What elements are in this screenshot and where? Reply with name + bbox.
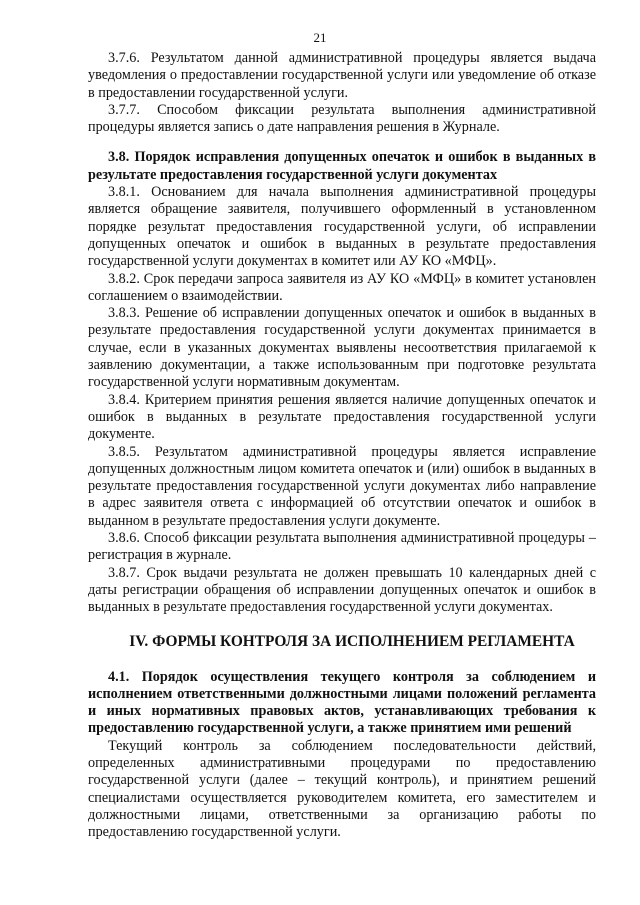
spacer: [88, 617, 596, 633]
paragraph-3-8-2: 3.8.2. Срок передачи запроса заявителя из АУ КО «МФЦ» в комитет установлен соглашением о взаимодействии.: [88, 270, 596, 304]
paragraph-3-8-6: 3.8.6. Способ фиксации результата выполнения административной процедуры – регистрация в журнале.: [88, 530, 596, 564]
document-body: [88, 50, 596, 841]
spacer: [88, 651, 596, 669]
paragraph-3-7-7: 3.7.7. Способом фиксации результата выполнения административной процедуры является запись о дате направления решения в Журнале.: [88, 101, 596, 136]
section-3-8-heading: 3.8. Порядок исправления допущенных опечаток и ошибок в выданных в результате предоставления государственной услуги документах: [88, 149, 596, 183]
page-number: 21: [313, 30, 327, 45]
paragraph-3-8-5: 3.8.5. Результатом административной процедуры является исправление допущенных должностным лицом комитета опечаток и (или) ошибок в выданных в результате предоставления государственной услуги документах либо направление в адрес заявителя ответа с информацией об отсутствии опечаток и ошибок в выданном в результате предоставления услуги документе.: [88, 443, 596, 529]
paragraph-3-8-3: 3.8.3. Решение об исправлении допущенных опечаток и ошибок в выданных в результате предоставления государственной услуги документах принимается в случае, если в указанных документах выявлены несоответствия прилагаемой к заявлению документации, а также использованным при подготовке результата государственной услуги нормативным документам.: [88, 305, 596, 391]
paragraph-3-8-7: 3.8.7. Срок выдачи результата не должен превышать 10 календарных дней с даты регистрации обращения об исправлении допущенных опечаток и ошибок в выданных в результате предоставления государственной услуги документах.: [88, 564, 596, 616]
chapter-4-title: IV. ФОРМЫ КОНТРОЛЯ ЗА ИСПОЛНЕНИЕМ РЕГЛАМЕНТА: [129, 632, 575, 650]
paragraph-3-8-4: 3.8.4. Критерием принятия решения является наличие допущенных опечаток и ошибок в выданных в результате предоставления государственной услуги документе.: [88, 391, 596, 443]
paragraph-3-7-6: 3.7.6. Результатом данной административной процедуры является выдача уведомления о предоставлении государственной услуги или уведомление об отказе в предоставлении государственной услуги.: [88, 50, 596, 101]
section-4-1-heading: 4.1. Порядок осуществления текущего контроля за соблюдением и исполнением ответственными должностными лицами положений регламента и иных нормативных правовых актов, устанавливающих требования к предоставлению государственной услуги, а также принятием ими решений: [88, 668, 596, 737]
paragraph-3-8-1: 3.8.1. Основанием для начала выполнения административной процедуры является обращение заявителя, получившего оформленный в установленном порядке результат предоставления государственной услуги, об исправлении допущенных опечаток и ошибок в выданных в результате предоставления государственной услуги документах в комитет или АУ КО «МФЦ».: [88, 184, 596, 270]
spacer: [88, 136, 596, 149]
paragraph-4-1-text: Текущий контроль за соблюдением последовательности действий, определенных административными процедурами по предоставлению государственной услуги (далее – текущий контроль), и принятием решений специалистами осуществляется руководителем комитета, его заместителем и должностными лицами, ответственными за организацию работы по предоставлению государственной услуги.: [88, 737, 596, 841]
